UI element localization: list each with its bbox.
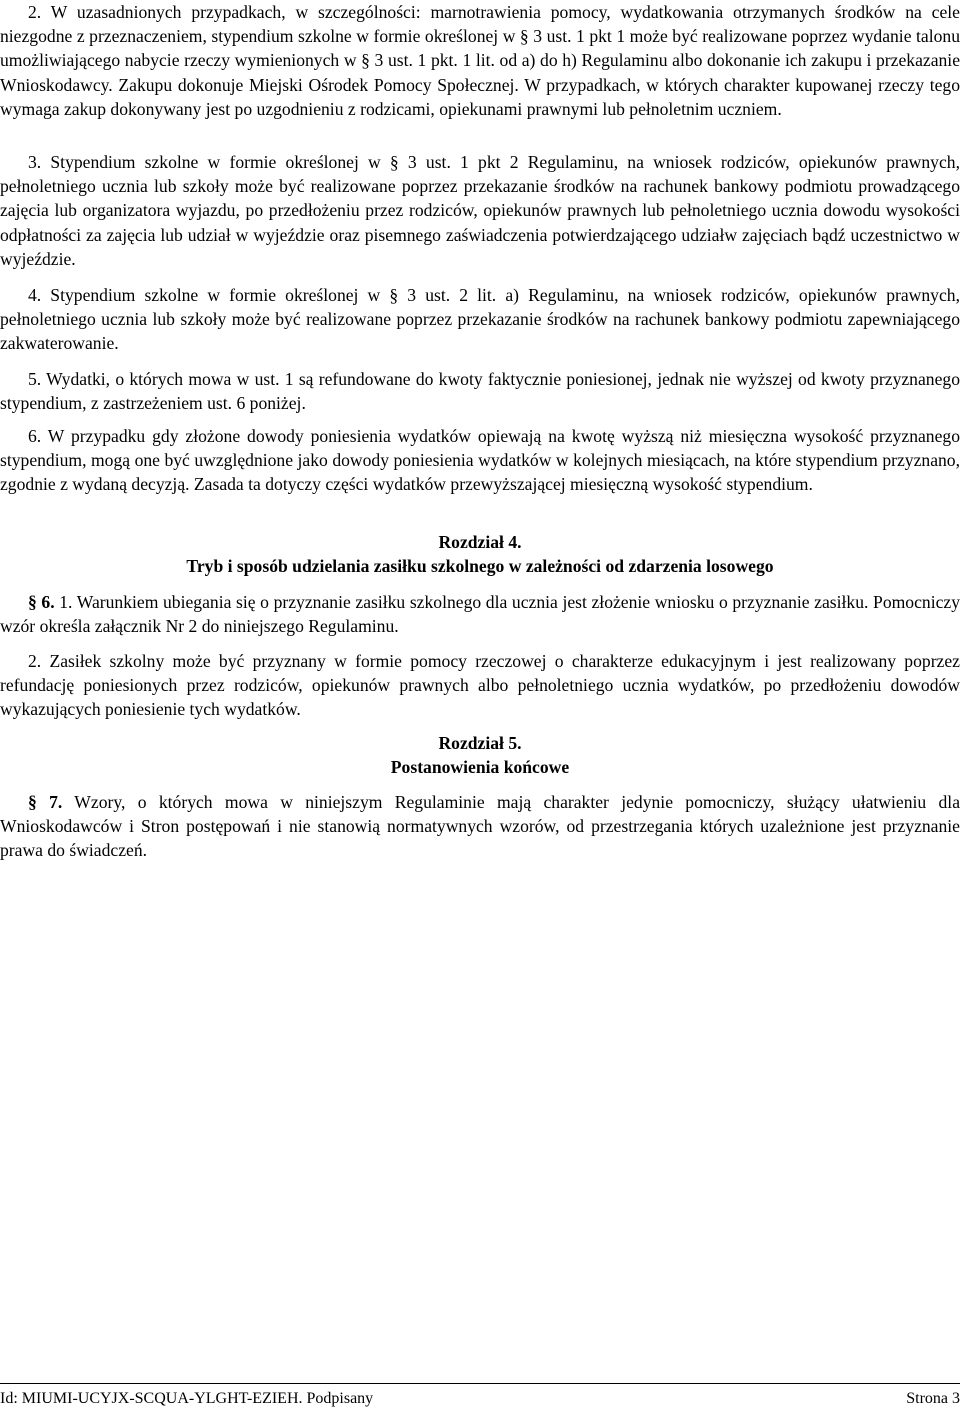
footer-divider xyxy=(0,1383,960,1384)
paragraph-2 xyxy=(0,0,960,121)
section-6-paragraph-1 xyxy=(0,590,960,638)
paragraph-text: 6. W przypadku gdy złożone dowody poniesienia wydatków opiewają na kwotę wyższą niż miesięczna wysokość przyznanego stypendium, mogą one być uwzględnione jako dowody poniesienia wydatków w kolejnych miesiącach, na które stypendium przyznano, zgodnie z wydaną decyzją. Zasada ta dotyczy części wydatków przewyższającej miesięczną wysokość stypendium. xyxy=(0,426,960,495)
chapter-5-subtitle: Postanowienia końcowe xyxy=(390,757,570,777)
paragraph-4 xyxy=(0,283,960,356)
section-6-mark: § 6. xyxy=(28,592,55,612)
paragraph-text: 3. Stypendium szkolne w formie określonej w § 3 ust. 1 pkt 2 Regulaminu, na wniosek rodziców, opiekunów prawnych, pełnoletniego ucznia lub szkoły może być realizowane poprzez przekazanie środków na rachunek bankowy podmiotu prowadzącego zajęcia lub organizatora wyjazdu, po przedłożeniu przez rodziców, opiekunów prawnych lub pełnoletniego ucznia dowodu wysokości odpłatności za zajęcia lub udział w wyjeździe oraz pisemnego zaświadczenia potwierdzającego udziałw zajęciach bądź uczestnictwo w wyjeździe. xyxy=(0,152,960,269)
paragraph-text: 4. Stypendium szkolne w formie określonej w § 3 ust. 2 lit. a) Regulaminu, na wniosek rodziców, opiekunów prawnych, pełnoletniego ucznia lub szkoły może być realizowane poprzez przekazanie środków na rachunek bankowy podmiotu zapewniającego zakwaterowanie. xyxy=(0,285,960,354)
section-7-mark: § 7. xyxy=(28,792,63,812)
document-id: Id: MIUMI-UCYJX-SCQUA-YLGHT-EZIEH. Podpisany xyxy=(0,1390,374,1407)
section-7-paragraph xyxy=(0,790,960,863)
paragraph-text xyxy=(0,590,960,638)
section-6-text: 1. Warunkiem ubiegania się o przyznanie zasiłku szkolnego dla ucznia jest złożenie wniosku o przyznanie zasiłku. Pomocniczy wzór określa załącznik Nr 2 do niniejszego Regulaminu. xyxy=(0,592,960,637)
chapter-4-subtitle: Tryb i sposób udzielania zasiłku szkolnego w zależności od zdarzenia losowego xyxy=(186,556,774,576)
paragraph-3 xyxy=(0,150,960,271)
section-7-text: Wzory, o których mowa w niniejszym Regulaminie mają charakter jedynie pomocniczy, służący ułatwieniu dla Wnioskodawców i Stron postępowań i nie stanowią normatywnych wzorów, od przestrzegania których uzależnione jest przyznanie prawa do świadczeń. xyxy=(0,792,960,861)
paragraph-text: 2. Zasiłek szkolny może być przyznany w formie pomocy rzeczowej o charakterze edukacyjnym i jest realizowany poprzez refundację poniesionych przez rodziców, opiekunów prawnych albo pełnoletniego ucznia wydatków, po przedłożeniu dowodów wykazujących poniesienie tych wydatków. xyxy=(0,651,960,720)
paragraph-text: 2. W uzasadnionych przypadkach, w szczególności: marnotrawienia pomocy, wydatkowania otrzymanych środków na cele niezgodne z przeznaczeniem, stypendium szkolne w formie określonej w § 3 ust. 1 pkt 1 może być realizowane poprzez wydanie talonu umożliwiającego nabycie rzeczy wymienionych w § 3 ust. 1 pkt. 1 lit. od a) do h) Regulaminu albo dokonanie ich zakupu i przekazanie Wnioskodawcy. Zakupu dokonuje Miejski Ośrodek Pomocy Społecznej. W przypadkach, w których charakter kupowanej rzeczy tego wymaga zakup dokonywany jest po uzgodnieniu z rodzicami, opiekunami prawnymi lub pełnoletnim uczniem. xyxy=(0,2,960,119)
paragraph-text: 5. Wydatki, o których mowa w ust. 1 są refundowane do kwoty faktycznie poniesionej, jednak nie wyższej od kwoty przyznanego stypendium, z zastrzeżeniem ust. 6 poniżej. xyxy=(0,369,960,414)
page-number: Strona 3 xyxy=(906,1390,960,1407)
paragraph-text xyxy=(0,790,960,863)
chapter-4-title: Rozdział 4. xyxy=(438,532,522,552)
chapter-5-title: Rozdział 5. xyxy=(438,733,522,753)
paragraph-5 xyxy=(0,367,960,415)
paragraph-6 xyxy=(0,424,960,497)
section-6-paragraph-2 xyxy=(0,649,960,722)
page-footer xyxy=(0,1389,960,1409)
